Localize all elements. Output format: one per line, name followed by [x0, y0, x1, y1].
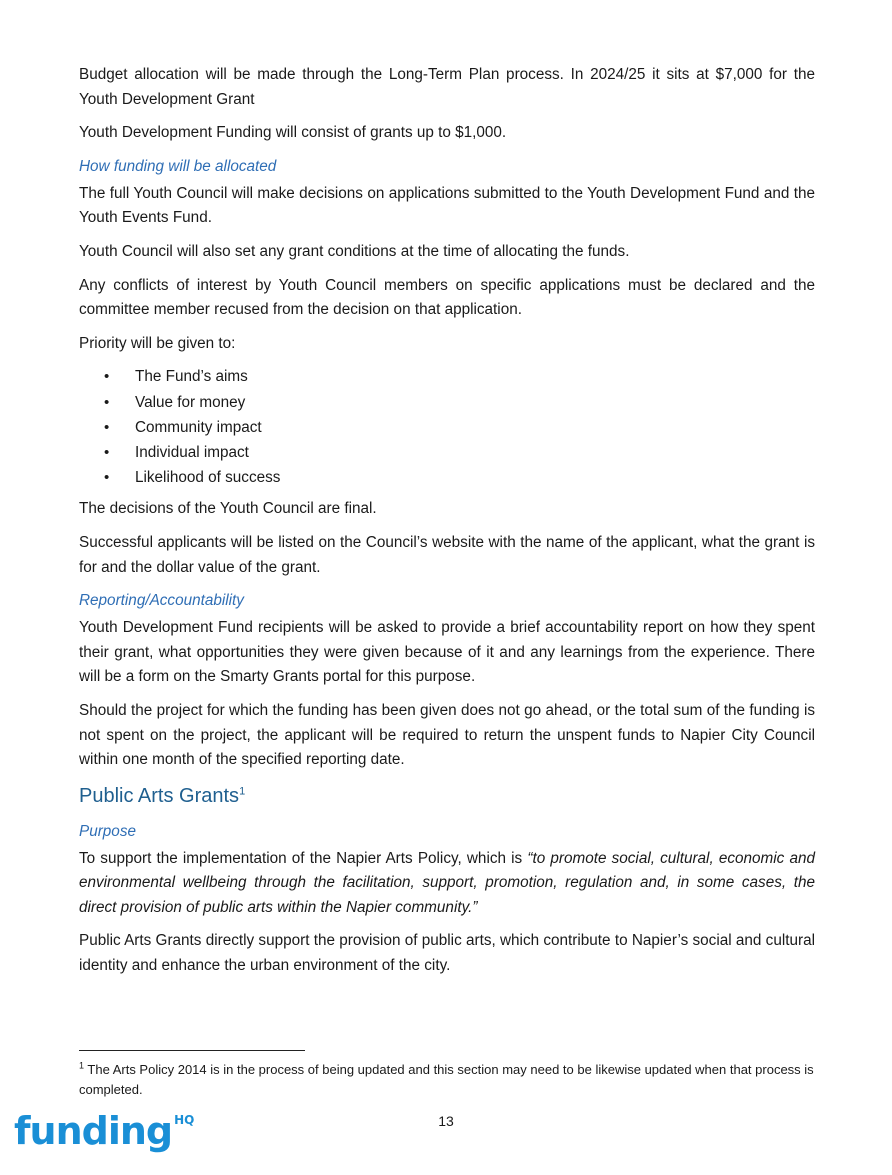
footnote-reference[interactable]: 1	[239, 785, 246, 798]
page-number: 13	[438, 1113, 454, 1129]
support-paragraph	[79, 847, 815, 921]
list-item: • Community impact	[79, 415, 815, 440]
footnote	[79, 1060, 819, 1099]
footnote-text: The Arts Policy 2014 is in the process of being updated and this section may need to be likewise updated when that process is completed.	[79, 1062, 814, 1097]
council-paragraph: The full Youth Council will make decisions on applications submitted to the Youth Development Fund and the Youth Events Fund.	[79, 184, 815, 227]
list-item: • Individual impact	[79, 440, 815, 465]
footnote-divider	[79, 1050, 305, 1051]
section-heading	[79, 782, 815, 810]
support-lead: To support the implementation of the Napier Arts Policy, which is	[79, 849, 528, 867]
logo-wordmark: funding	[14, 1109, 173, 1153]
return-paragraph: Should the project for which the funding has been given does not go ahead, or the total sum of the funding is not spent on the project, the applicant will be required to return the unspent funds to Napier City Council within one month of the specified reporting date.	[79, 701, 815, 769]
funding-paragraph: Youth Development Funding will consist of grants up to $1,000.	[79, 124, 507, 142]
report-paragraph: Youth Development Fund recipients will be asked to provide a brief accountability report on how they spent their grant, what opportunities they were given because of it and any learnings from the experience. There will be a form on the Smarty Grants portal for this purpose.	[79, 619, 815, 686]
arts-policy-quote: “to promote social, cultural, economic and environmental wellbeing through the facilitation, support, promotion, regulation and, in some cases, the direct provision of public arts within the Napier community.”	[79, 849, 815, 916]
final-paragraph: The decisions of the Youth Council are final.	[79, 500, 377, 518]
how-funding-heading: How funding will be allocated	[79, 157, 277, 175]
conditions-paragraph: Youth Council will also set any grant conditions at the time of allocating the funds.	[79, 242, 630, 260]
listed-paragraph: Successful applicants will be listed on the Council’s website with the name of the applicant, what the grant is for and the dollar value of the grant.	[79, 533, 815, 576]
purpose-heading: Purpose	[79, 822, 136, 840]
list-item: • Value for money	[79, 390, 815, 415]
document-body	[79, 63, 815, 988]
funding-hq-logo	[14, 1108, 194, 1158]
footnote-number: 1	[79, 1060, 85, 1071]
arts-paragraph: Public Arts Grants directly support the provision of public arts, which contribute to Napier’s social and cultural identity and enhance the urban environment of the city.	[79, 932, 815, 975]
priority-paragraph: Priority will be given to:	[79, 334, 236, 352]
logo-suffix: HQ	[174, 1113, 195, 1127]
section-heading-text: Public Arts Grants	[79, 784, 240, 807]
conflicts-paragraph: Any conflicts of interest by Youth Council members on specific applications must be declared and the committee member recused from the decision on that application.	[79, 276, 815, 319]
budget-paragraph: Budget allocation will be made through the Long-Term Plan process. In 2024/25 it sits at $7,000 for the Youth Development Grant	[79, 66, 815, 108]
priority-list	[79, 364, 815, 490]
list-item: • Likelihood of success	[79, 465, 815, 490]
reporting-heading: Reporting/Accountability	[79, 592, 244, 610]
list-item: • The Fund’s aims	[79, 364, 815, 389]
